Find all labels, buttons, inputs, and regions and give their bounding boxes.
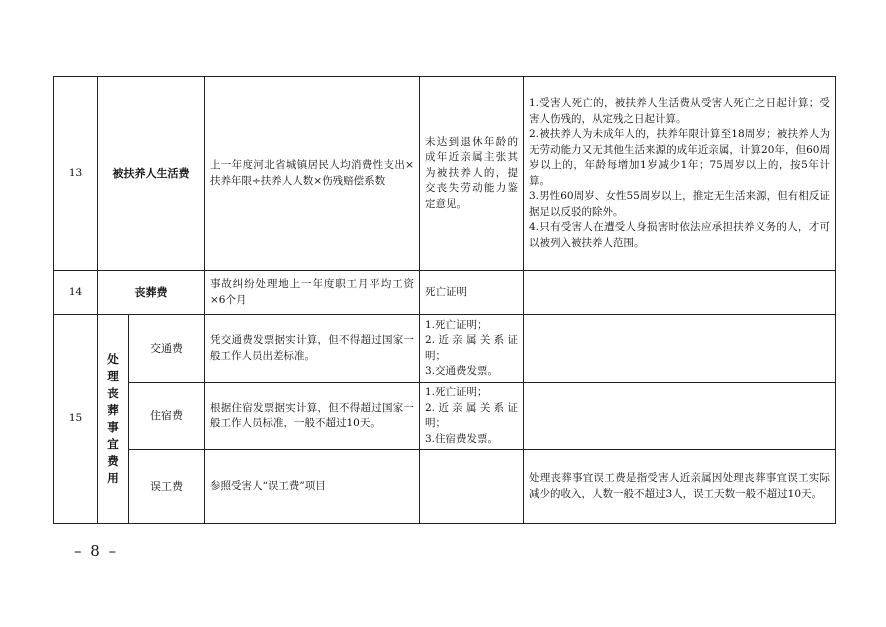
table-row-15-transport <box>54 315 836 383</box>
calculation-standard: 事故纠纷处理地上一年度职工月平均工资×6个月 <box>205 271 420 315</box>
evidence-basis <box>420 315 524 383</box>
remarks <box>524 77 836 271</box>
page-number: – 8 – <box>74 542 119 560</box>
item-name: 被扶养人生活费 <box>98 77 205 271</box>
evidence-line: 死亡证明 <box>425 285 467 298</box>
remarks <box>524 383 836 450</box>
group-label-funeral-handling: 处 理 丧 葬 事 宜 费 用 <box>98 315 129 524</box>
evidence-basis <box>420 383 524 450</box>
evidence-line: 2.近亲属关系证明； <box>425 334 518 362</box>
evidence-line: 3.交通费发票。 <box>425 365 499 377</box>
remark-line: 3.男性60周岁、女性55周岁以上，推定无生活来源，但有相反证据足以反驳的除外。 <box>529 190 830 218</box>
evidence-line: 1.死亡证明； <box>425 386 488 398</box>
calculation-standard: 上一年度河北省城镇居民人均消费性支出×扶养年限÷扶养人人数×伤残赔偿系数 <box>205 77 420 271</box>
evidence-line: 未达到退休年龄的成年近亲属主张其为被扶养人的，提交丧失劳动能力鉴定意见。 <box>425 135 518 210</box>
row-number: 13 <box>54 77 98 271</box>
calculation-standard: 根据住宿发票据实计算，但不得超过国家一般工作人员标准，一般不超过10天。 <box>205 383 420 450</box>
remark-line: 4.只有受害人在遭受人身损害时依法应承担扶养义务的人，才可以被列入被扶养人范围。 <box>529 221 830 249</box>
calculation-standard: 凭交通费发票据实计算，但不得超过国家一般工作人员出差标准。 <box>205 315 420 383</box>
evidence-line: 1.死亡证明； <box>425 318 488 331</box>
calculation-standard: 参照受害人“误工费”项目 <box>205 450 420 524</box>
evidence-basis <box>420 271 524 315</box>
remarks <box>524 315 836 383</box>
remark-line: 1.受害人死亡的，被扶养人生活费从受害人死亡之日起计算；受害人伤残的，从定残之日起计算。 <box>529 97 830 125</box>
evidence-basis <box>420 450 524 524</box>
evidence-line: 2.近亲属关系证明； <box>425 401 518 429</box>
compensation-table <box>53 76 836 524</box>
sub-item-name: 住宿费 <box>129 383 205 450</box>
evidence-basis <box>420 77 524 271</box>
remark-line: 2.被扶养人为未成年人的，扶养年限计算至18周岁；被扶养人为无劳动能力又无其他生活来源的成年近亲属，计算20年，但60周岁以上的，年龄每增加1岁减少1年；75周岁以上的，按5年计算。 <box>529 128 830 187</box>
remarks: 处理丧葬事宜误工费是指受害人近亲属因处理丧葬事宜误工实际减少的收入，人数一般不超过3人，误工天数一般不超过10天。 <box>524 450 836 524</box>
table-row-15-lost-work <box>54 450 836 524</box>
table-row-13 <box>54 77 836 271</box>
sub-item-name: 误工费 <box>129 450 205 524</box>
row-number: 15 <box>54 315 98 524</box>
table-row-15-lodging <box>54 383 836 450</box>
sub-item-name: 交通费 <box>129 315 205 383</box>
row-number: 14 <box>54 271 98 315</box>
table-row-14 <box>54 271 836 315</box>
remarks <box>524 271 836 315</box>
item-name: 丧葬费 <box>98 271 205 315</box>
evidence-line: 3.住宿费发票。 <box>425 432 499 445</box>
